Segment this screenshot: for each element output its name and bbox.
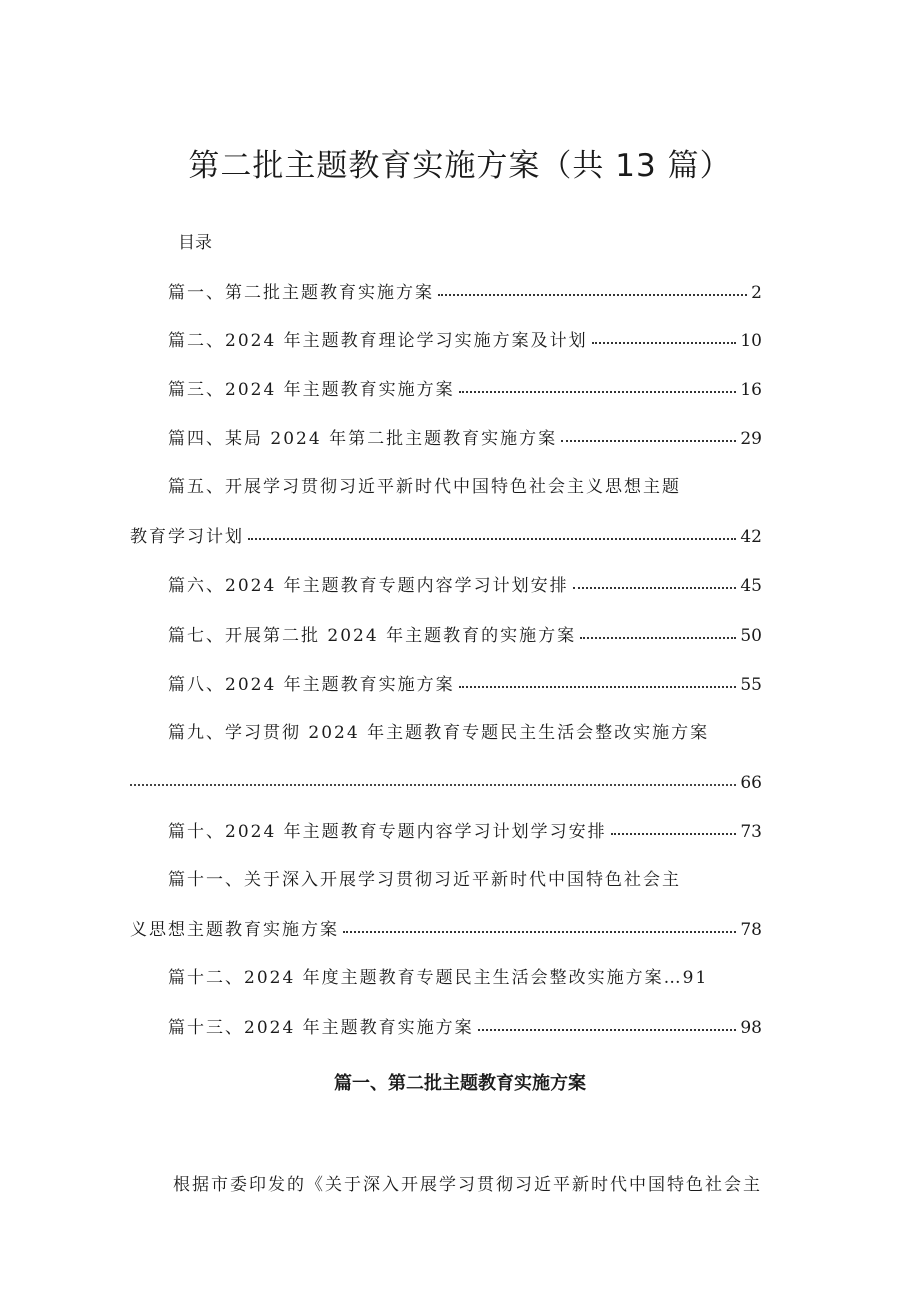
toc-entry-8[interactable] (168, 669, 762, 695)
toc-entry-text: 义思想主题教育实施方案 (130, 920, 339, 940)
toc-entry-page: 2 (751, 283, 762, 303)
toc-entry-text: 篇一、第二批主题教育实施方案 (168, 283, 434, 303)
toc-entry-page: 10 (740, 331, 762, 351)
toc-entry-text: 篇三、2024 年主题教育实施方案 (168, 380, 455, 400)
toc-entry-6[interactable] (168, 570, 762, 596)
toc-leader-dots (478, 1029, 737, 1031)
toc-entry-5-line1[interactable]: 篇五、开展学习贯彻习近平新时代中国特色社会主义思想主题 (168, 477, 681, 497)
toc-leader-dots (561, 440, 736, 442)
toc-leader-dots (438, 294, 747, 296)
toc-entry-text: 篇二、2024 年主题教育理论学习实施方案及计划 (168, 331, 588, 351)
toc-entry-2[interactable] (168, 325, 762, 351)
toc-entry-9-line1[interactable]: 篇九、学习贯彻 2024 年主题教育专题民主生活会整改实施方案 (168, 723, 710, 743)
toc-entry-page: 50 (740, 626, 762, 646)
toc-leader-dots (611, 833, 737, 835)
toc-entry-text: 篇六、2024 年主题教育专题内容学习计划安排 (168, 576, 569, 596)
toc-entry-text: 篇八、2024 年主题教育实施方案 (168, 675, 455, 695)
toc-entry-page: 55 (740, 675, 762, 695)
toc-entry-page: 98 (740, 1018, 762, 1038)
toc-entry-1[interactable] (168, 277, 762, 303)
toc-entry-text: 篇四、某局 2024 年第二批主题教育实施方案 (168, 429, 558, 449)
toc-entry-page: 42 (740, 527, 762, 547)
toc-entry-text: 篇十三、2024 年主题教育实施方案 (168, 1018, 474, 1038)
toc-leader-dots (573, 587, 737, 589)
toc-entry-12[interactable]: 篇十二、2024 年度主题教育专题民主生活会整改实施方案…91 (168, 968, 709, 988)
toc-entry-4[interactable] (168, 423, 762, 449)
toc-entry-page: 29 (740, 429, 762, 449)
toc-entry-text: 教育学习计划 (130, 527, 244, 547)
toc-leader-dots (130, 784, 736, 786)
toc-entry-5[interactable] (130, 521, 762, 547)
toc-leader-dots (592, 342, 737, 344)
toc-leader-dots (248, 538, 736, 540)
toc-entry-text: 篇十、2024 年主题教育专题内容学习计划学习安排 (168, 822, 607, 842)
toc-entry-page: 45 (740, 576, 762, 596)
toc-entry-11-line1[interactable]: 篇十一、关于深入开展学习贯彻习近平新时代中国特色社会主 (168, 870, 681, 890)
toc-leader-dots (580, 637, 736, 639)
toc-entry-3[interactable] (168, 374, 762, 400)
body-paragraph: 根据市委印发的《关于深入开展学习贯彻习近平新时代中国特色社会主 (173, 1175, 762, 1195)
toc-leader-dots (459, 686, 737, 688)
toc-leader-dots (459, 391, 737, 393)
toc-entry-11[interactable] (130, 914, 762, 940)
toc-entry-page: 16 (740, 380, 762, 400)
toc-entry-13[interactable] (168, 1012, 762, 1038)
toc-label: 目录 (178, 233, 212, 253)
toc-leader-dots (343, 931, 736, 933)
toc-entry-page: 78 (740, 920, 762, 940)
toc-entry-7[interactable] (168, 620, 762, 646)
toc-entry-page: 66 (740, 773, 762, 793)
section-heading: 篇一、第二批主题教育实施方案 (334, 1073, 586, 1094)
toc-entry-9[interactable] (130, 767, 762, 793)
toc-entry-text: 篇七、开展第二批 2024 年主题教育的实施方案 (168, 626, 577, 646)
document-title: 第二批主题教育实施方案（共 13 篇） (188, 148, 732, 184)
toc-entry-page: 73 (740, 822, 762, 842)
toc-entry-10[interactable] (168, 816, 762, 842)
